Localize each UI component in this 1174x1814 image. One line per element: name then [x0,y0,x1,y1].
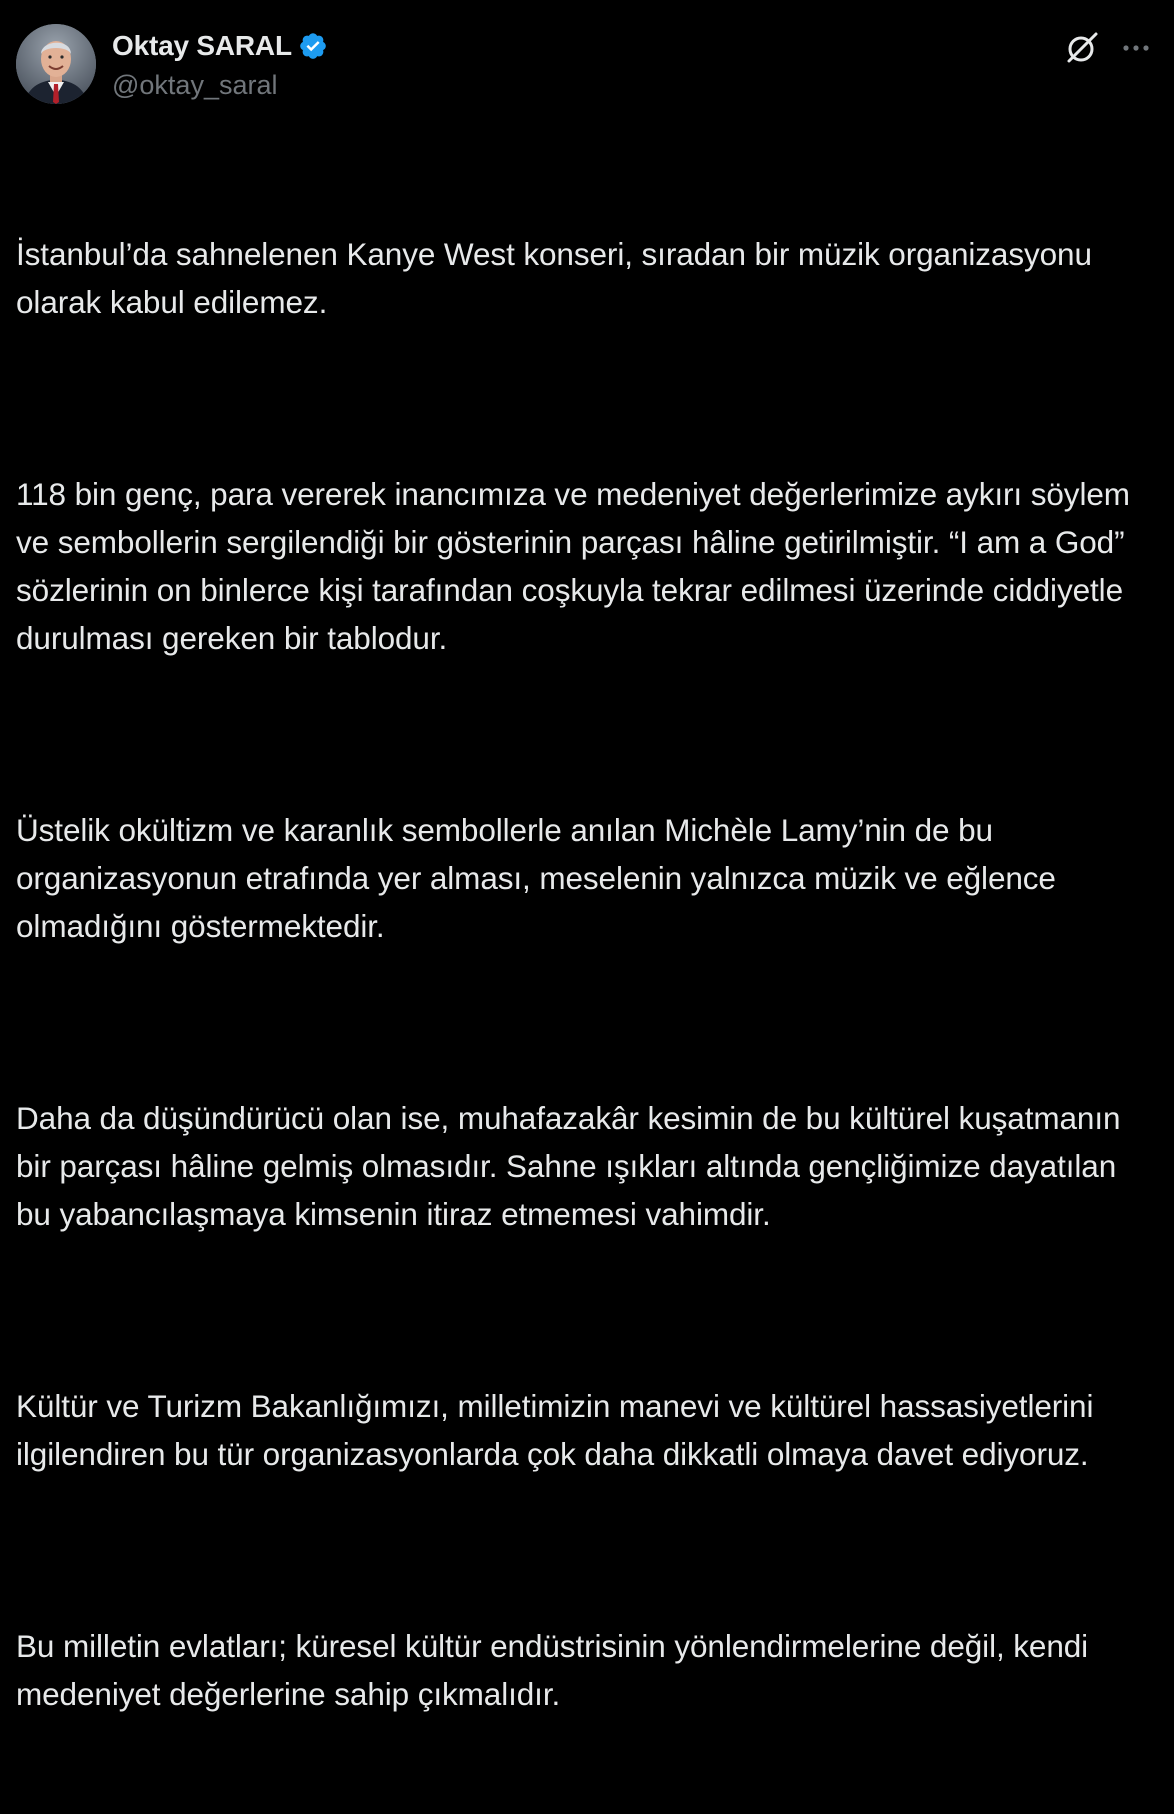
author-handle[interactable]: @oktay_saral [112,70,278,100]
post-paragraph: İstanbul’da sahnelenen Kanye West konseri, sıradan bir müzik organizasyonu olarak kabul edilemez. [16,236,1101,320]
post-header [16,24,1156,108]
post-paragraph: Daha da düşündürücü olan ise, muhafazakâr kesimin de bu kültürel kuşatmanın bir parçası hâline gelmiş olmasıdır. Sahne ışıkları altında gençliğimize dayatılan bu yabancılaşmaya kimsenin itiraz etmemesi vahimdir. [16,1100,1130,1232]
avatar[interactable] [16,24,96,104]
post-paragraph: Bu milletin evlatları; küresel kültür endüstrisinin yönlendirmelerine değil, kendi medeniyet değerlerine sahip çıkmalıdır. [16,1628,1097,1712]
more-options-icon[interactable] [1116,28,1156,68]
header-actions [1062,28,1156,68]
grok-icon[interactable] [1062,28,1102,68]
author-display-name[interactable]: Oktay SARAL [112,30,292,61]
post-paragraph: Kültür ve Turizm Bakanlığımızı, milletimizin manevi ve kültürel hassasiyetlerini ilgilendiren bu tür organizasyonlarda çok daha dikkatli olmaya davet ediyoruz. [16,1388,1103,1472]
post-paragraph: 118 bin genç, para vererek inancımıza ve medeniyet değerlerimize aykırı söylem ve sembollerin sergilendiği bir gösterinin parçası hâline getirilmiştir. “I am a God” sözlerinin on binlerce kişi tarafından coşkuyla tekrar edilmesi üzerinde ciddiyetle durulması gereken bir tablodur. [16,476,1139,656]
post-paragraph: Üstelik okültizm ve karanlık sembollerle anılan Michèle Lamy’nin de bu organizasyonun etrafında yer alması, meselenin yalnızca müzik ve eğlence olmadığını göstermektedir. [16,812,1065,944]
post-text [16,134,1146,1814]
verified-badge-icon[interactable] [298,31,328,61]
name-row [112,28,328,64]
author-identity [112,28,328,101]
avatar-image [16,24,96,104]
